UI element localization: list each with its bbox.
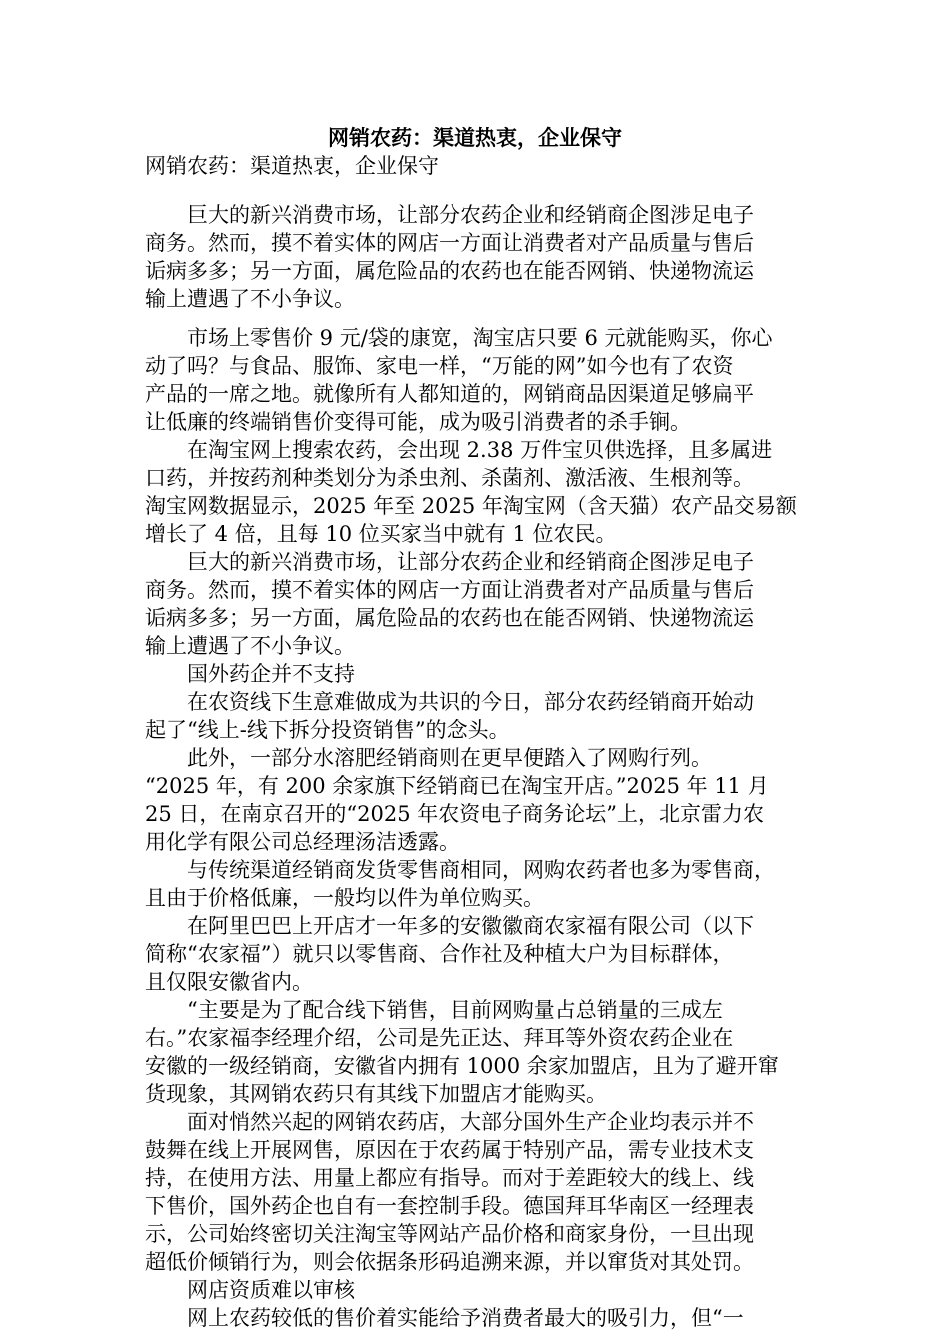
paragraph-line: 面对悄然兴起的网销农药店，大部分国外生产企业均表示并不	[145, 1110, 754, 1134]
subtitle-line: 网销农药：渠道热衷，企业保守	[145, 154, 439, 178]
paragraph-line: 网上农药较低的售价着实能给予消费者最大的吸引力，但“一	[145, 1306, 744, 1330]
paragraph-line: 诟病多多；另一方面，属危险品的农药也在能否网销、快递物流运	[145, 259, 754, 283]
paragraph-line: 诟病多多；另一方面，属危险品的农药也在能否网销、快递物流运	[145, 606, 754, 630]
paragraph-line: 右。”农家福李经理介绍，公司是先正达、拜耳等外资农药企业在	[145, 1026, 734, 1050]
paragraph-line: 产品的一席之地。就像所有人都知道的，网销商品因渠道足够扁平	[145, 382, 754, 406]
paragraph-line: 超低价倾销行为，则会依据条形码追溯来源，并以窜货对其处罚。	[145, 1250, 754, 1274]
paragraph-line: 此外，一部分水溶肥经销商则在更早便踏入了网购行列。	[145, 746, 712, 770]
paragraph-line: 示，公司始终密切关注淘宝等网站产品价格和商家身份，一旦出现	[145, 1222, 754, 1246]
paragraph-line: “主要是为了配合线下销售，目前网购量占总销量的三成左	[145, 998, 723, 1022]
paragraph-line: 增长了 4 倍，且每 10 位买家当中就有 1 位农民。	[145, 522, 617, 546]
paragraph-line: 动了吗？与食品、服饰、家电一样，“万能的网”如今也有了农资	[145, 354, 734, 378]
paragraph-line: 下售价，国外药企也自有一套控制手段。德国拜耳华南区一经理表	[145, 1194, 754, 1218]
paragraph-line: 市场上零售价 9 元/袋的康宽，淘宝店只要 6 元就能购买，你心	[145, 326, 773, 350]
document-title: 网销农药：渠道热衷，企业保守	[328, 125, 622, 150]
paragraph-line: 商务。然而，摸不着实体的网店一方面让消费者对产品质量与售后	[145, 231, 754, 255]
paragraph-line: 鼓舞在线上开展网售，原因在于农药属于特别产品，需专业技术支	[145, 1138, 754, 1162]
paragraph-line: 巨大的新兴消费市场，让部分农药企业和经销商企图涉足电子	[145, 203, 754, 227]
paragraph-line: 起了“线上-线下拆分投资销售”的念头。	[145, 718, 510, 742]
paragraph-line: 让低廉的终端销售价变得可能，成为吸引消费者的杀手锏。	[145, 410, 691, 434]
paragraph-line: 淘宝网数据显示，2025 年至 2025 年淘宝网（含天猫）农产品交易额	[145, 494, 797, 518]
paragraph-line: 在阿里巴巴上开店才一年多的安徽徽商农家福有限公司（以下	[145, 914, 754, 938]
paragraph-line: 25 日，在南京召开的“2025 年农资电子商务论坛”上，北京雷力农	[145, 802, 764, 826]
paragraph-line: 持，在使用方法、用量上都应有指导。而对于差距较大的线上、线	[145, 1166, 754, 1190]
paragraph-line: 在农资线下生意难做成为共识的今日，部分农药经销商开始动	[145, 690, 754, 714]
paragraph-line: 输上遭遇了不小争议。	[145, 287, 355, 311]
paragraph-line: 货现象，其网销农药只有其线下加盟店才能购买。	[145, 1082, 607, 1106]
paragraph-line: 且由于价格低廉，一般均以件为单位购买。	[145, 886, 544, 910]
section-heading: 网店资质难以审核	[145, 1278, 355, 1302]
paragraph-line: 商务。然而，摸不着实体的网店一方面让消费者对产品质量与售后	[145, 578, 754, 602]
paragraph-line: 口药，并按药剂种类划分为杀虫剂、杀菌剂、激活液、生根剂等。	[145, 466, 754, 490]
paragraph-line: 巨大的新兴消费市场，让部分农药企业和经销商企图涉足电子	[145, 550, 754, 574]
paragraph-line: 安徽的一级经销商，安徽省内拥有 1000 余家加盟店，且为了避开窜	[145, 1054, 779, 1078]
paragraph-line: 简称“农家福”）就只以零售商、合作社及种植大户为目标群体，	[145, 942, 734, 966]
paragraph-line: 与传统渠道经销商发货零售商相同，网购农药者也多为零售商，	[145, 858, 775, 882]
paragraph-line: “2025 年，有 200 余家旗下经销商已在淘宝开店。”2025 年 11 月	[145, 774, 769, 798]
paragraph-line: 输上遭遇了不小争议。	[145, 634, 355, 658]
paragraph-line: 用化学有限公司总经理汤洁透露。	[145, 830, 460, 854]
paragraph-line: 且仅限安徽省内。	[145, 970, 313, 994]
paragraph-line: 在淘宝网上搜索农药，会出现 2.38 万件宝贝供选择，且多属进	[145, 438, 773, 462]
section-heading: 国外药企并不支持	[145, 662, 355, 686]
